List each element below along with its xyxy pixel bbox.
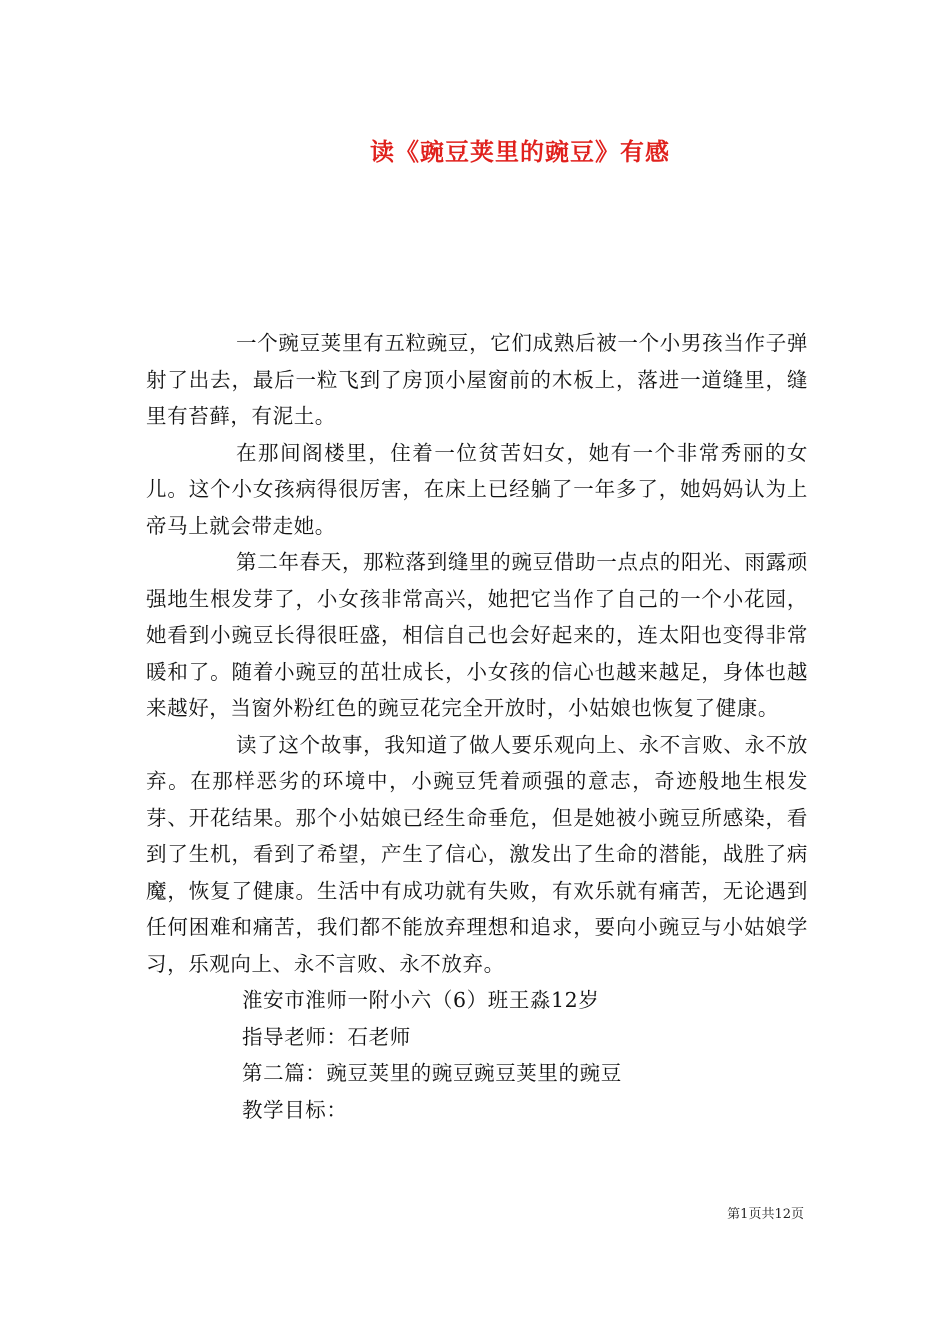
second-piece-line: 第二篇：豌豆荚里的豌豆豌豆荚里的豌豆 <box>242 1061 622 1085</box>
body-paragraph: 第二年春天，那粒落到缝里的豌豆借助一点点的阳光、雨露顽强地生根发芽了，小女孩非常高兴，她把它当作了自己的一个小花园，她看到小豌豆长得很旺盛，相信自己也会好起来的，连太阳也变得非常暖和了。随着小豌豆的茁壮成长，小女孩的信心也越来越足，身体也越来越好，当窗外粉红色的豌豆花完全开放时，小姑娘也恢复了健康。 <box>146 550 808 720</box>
body-paragraph: 一个豌豆荚里有五粒豌豆，它们成熟后被一个小男孩当作子弹射了出去，最后一粒飞到了房顶小屋窗前的木板上，落进一道缝里，缝里有苔藓，有泥土。 <box>146 331 808 428</box>
page-number: 第1页共12页 <box>727 1207 804 1222</box>
teacher-line: 指导老师：石老师 <box>242 1024 411 1049</box>
document-body <box>146 325 808 1128</box>
author-line: 淮安市淮师一附小六（6）班王淼12岁 <box>242 988 600 1012</box>
body-paragraph: 读了这个故事，我知道了做人要乐观向上、永不言败、永不放弃。在那样恶劣的环境中，小豌豆凭着顽强的意志，奇迹般地生根发芽、开花结果。那个小姑娘已经生命垂危，但是她被小豌豆所感染，看到了生机，看到了希望，产生了信心，激发出了生命的潜能，战胜了病魔，恢复了健康。生活中有成功就有失败，有欢乐就有痛苦，无论遇到任何困难和痛苦，我们都不能放弃理想和追求，要向小豌豆与小姑娘学习，乐观向上、永不言败、永不放弃。 <box>146 732 808 976</box>
document-title: 读《豌豆荚里的豌豆》有感 <box>370 137 670 166</box>
objective-line: 教学目标： <box>242 1097 348 1122</box>
body-paragraph: 在那间阁楼里，住着一位贫苦妇女，她有一个非常秀丽的女儿。这个小女孩病得很厉害，在床上已经躺了一年多了，她妈妈认为上帝马上就会带走她。 <box>146 440 808 538</box>
